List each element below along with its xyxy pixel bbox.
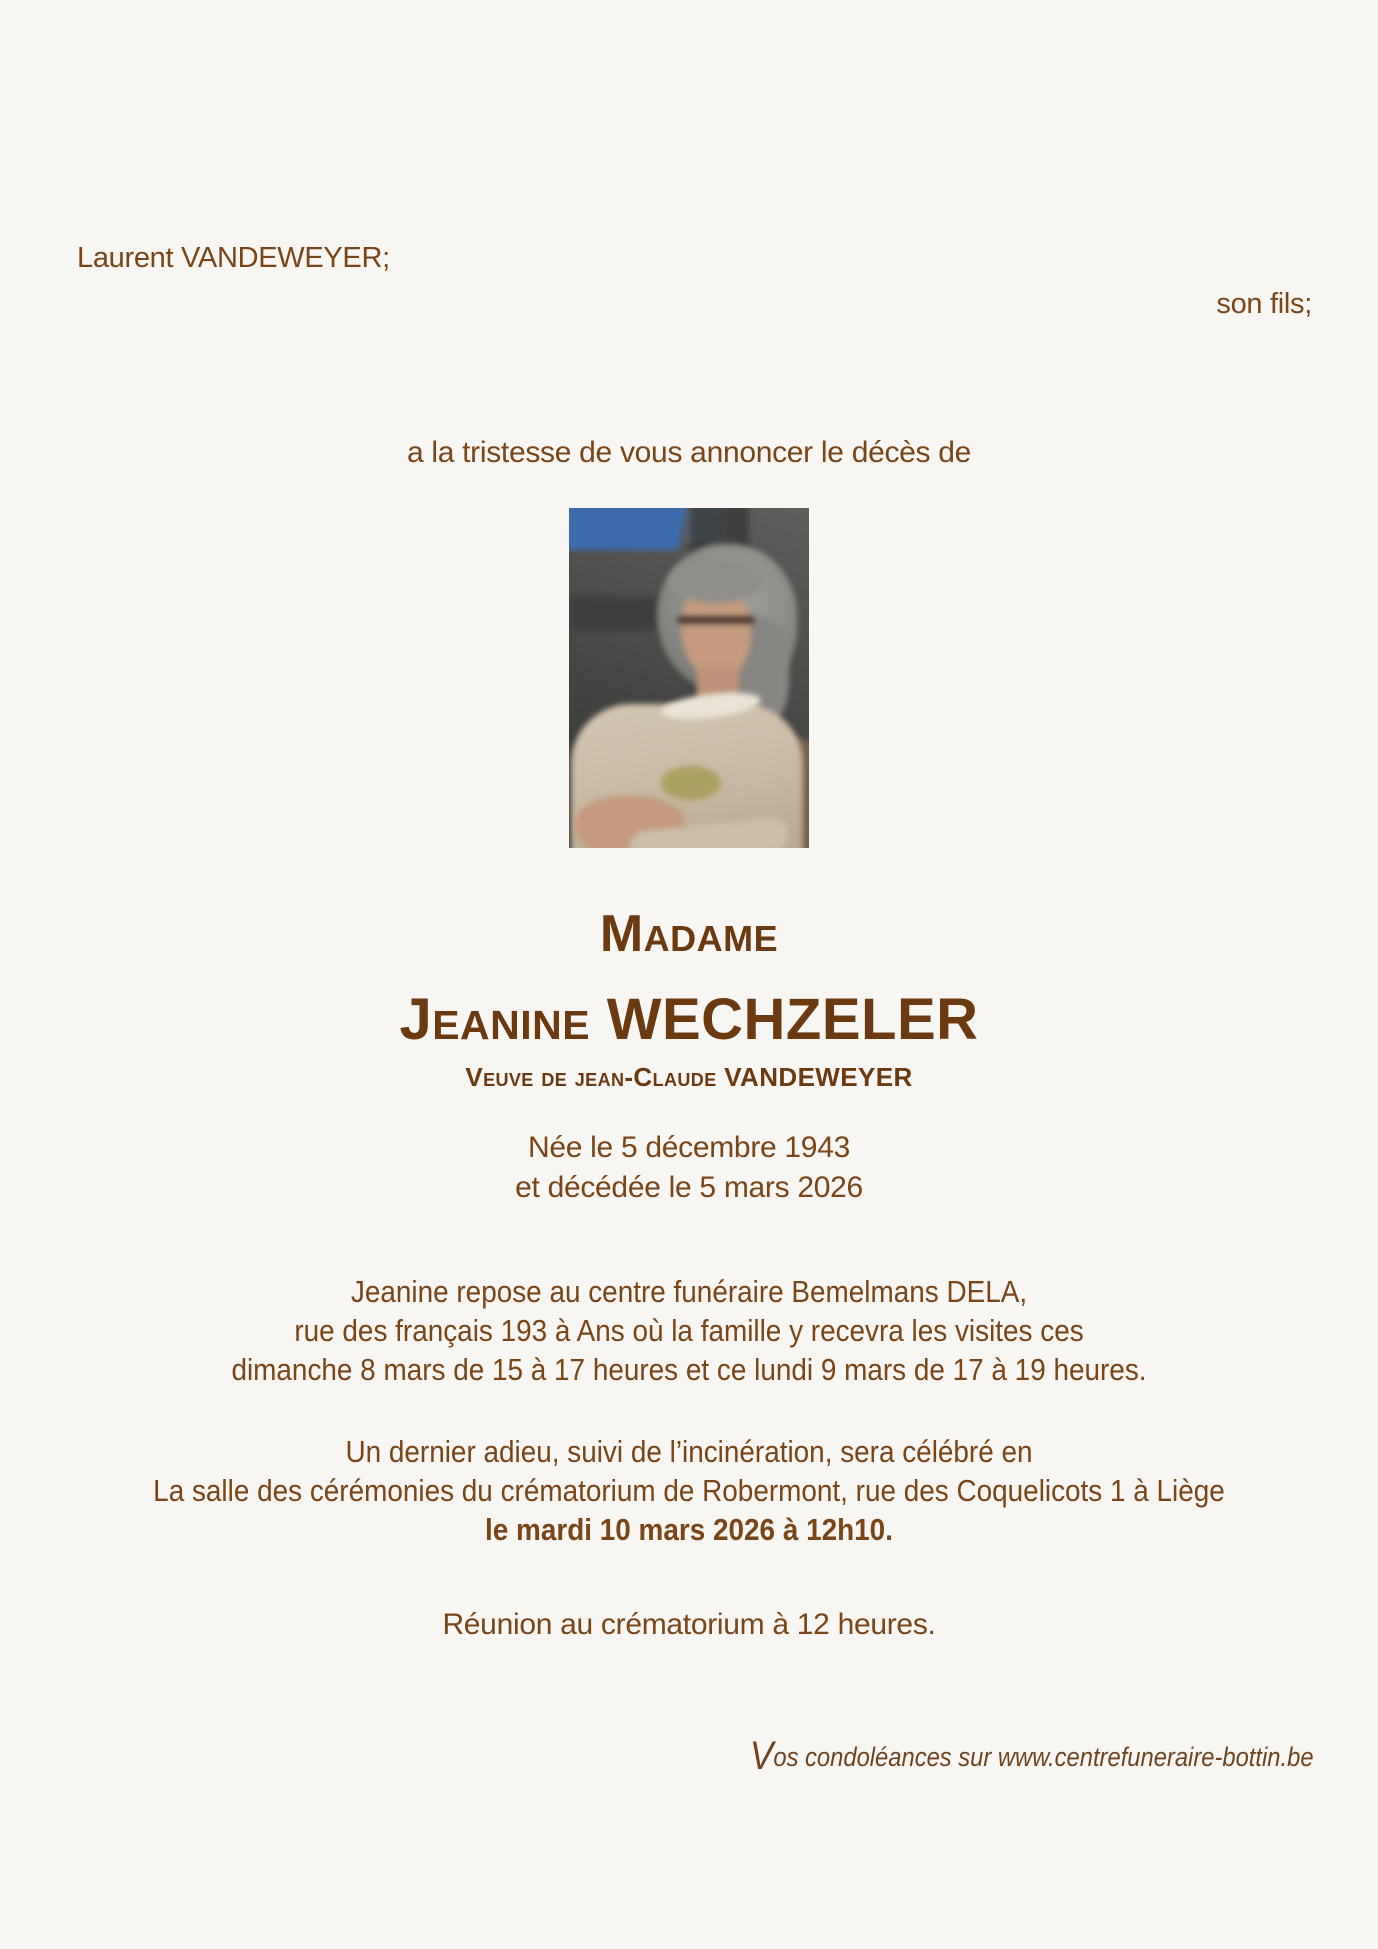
photo-hair-fringe [669, 558, 764, 603]
ceremony-date-time-line: le mardi 10 mars 2026 à 12h10. [485, 1512, 893, 1547]
photo-glasses [677, 616, 755, 624]
title-madame: Madame [599, 905, 779, 963]
ceremony-paragraph [69, 1432, 1309, 1549]
widow-of-line: Veuve de jean-Claude VANDEWEYER [465, 1062, 913, 1092]
meeting-line: Réunion au crématorium à 12 heures. [442, 1608, 936, 1641]
deceased-name: Jeanine WECHZELER [399, 987, 979, 1052]
relation-line: son fils; [1216, 288, 1312, 320]
repose-paragraph [69, 1272, 1309, 1389]
condolences-initial: V [750, 1734, 774, 1778]
repose-line: Jeanine repose au centre funéraire Bemelmans DELA, [350, 1274, 1028, 1309]
deceased-photo [569, 508, 809, 848]
photo-background-blue-patch [569, 508, 687, 550]
birth-death-dates [0, 1128, 1378, 1208]
birth-line: Née le 5 décembre 1943 [528, 1131, 850, 1164]
photo-sweater-motif [661, 766, 721, 800]
relative-name-line: Laurent VANDEWEYER; [77, 242, 390, 274]
repose-line: rue des français 193 à Ans où la famille y recevra les visites ces [294, 1313, 1084, 1348]
intro-line: a la tristesse de vous annoncer le décès de [406, 436, 972, 469]
condolences-website-line [750, 1736, 1314, 1776]
ceremony-line: Un dernier adieu, suivi de l’incinération, sera célébré en [345, 1434, 1033, 1469]
death-line: et décédée le 5 mars 2026 [515, 1171, 863, 1204]
ceremony-line: La salle des cérémonies du crématorium de Robermont, rue des Coquelicots 1 à Liège [153, 1473, 1225, 1508]
condolences-text: os condoléances sur www.centrefuneraire-bottin.be [773, 1742, 1314, 1772]
repose-line: dimanche 8 mars de 15 à 17 heures et ce lundi 9 mars de 17 à 19 heures. [231, 1352, 1147, 1387]
